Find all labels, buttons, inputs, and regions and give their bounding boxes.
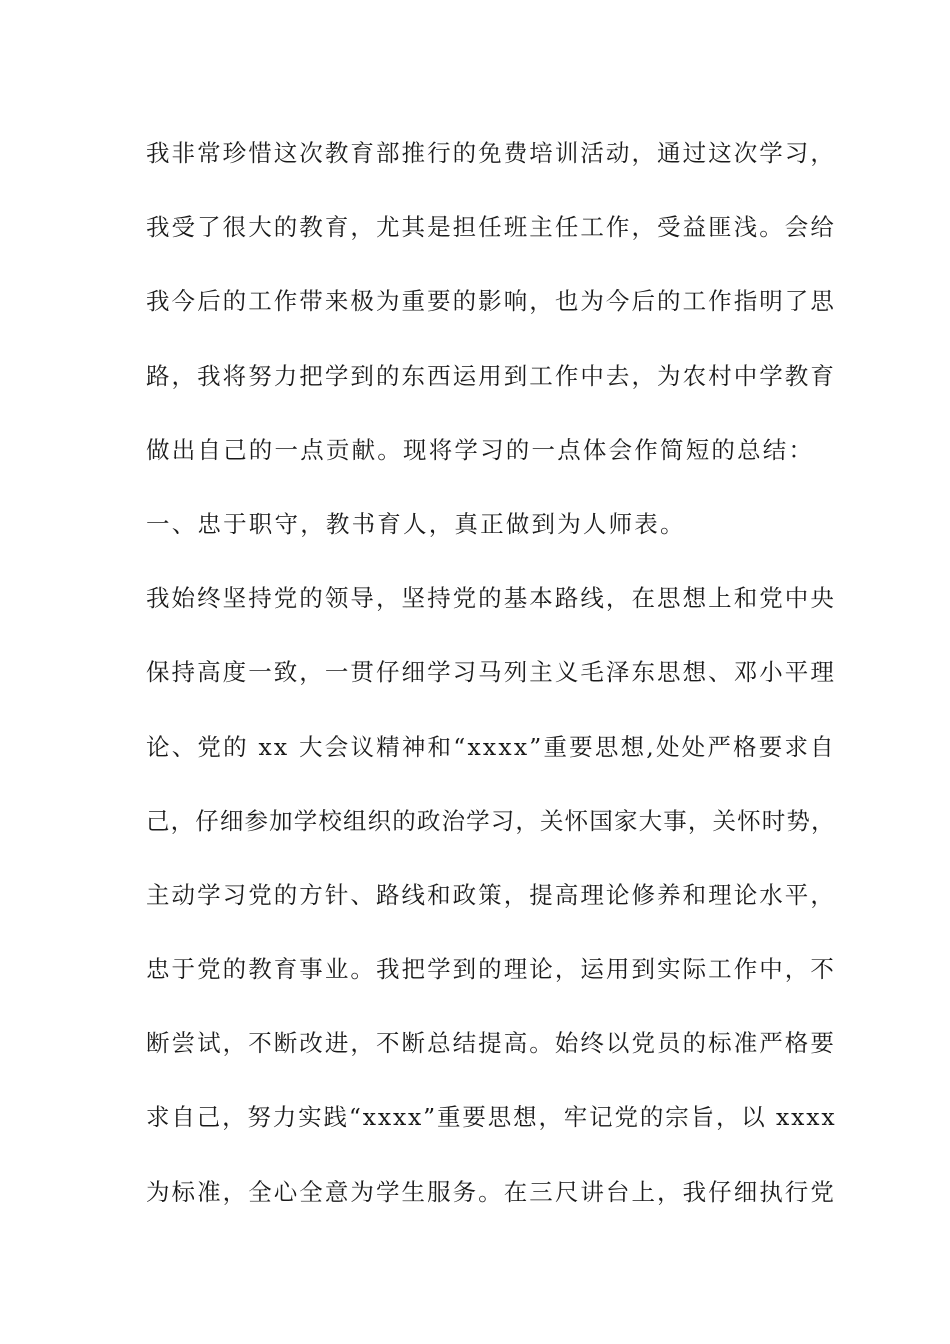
body-text <box>146 127 836 1240</box>
text-line: 我今后的工作带来极为重要的影响，也为今后的工作指明了思 <box>146 287 836 316</box>
text-line: 断尝试，不断改进，不断总结提高。始终以党员的标准严格要 <box>146 1029 836 1058</box>
text-line: 路，我将努力把学到的东西运用到工作中去，为农村中学教育 <box>146 361 836 390</box>
text-line: 主动学习党的方针、路线和政策，提高理论修养和理论水平， <box>146 880 836 909</box>
text-line: 我受了很大的教育，尤其是担任班主任工作，受益匪浅。会给 <box>146 213 836 242</box>
text-line: 忠于党的教育事业。我把学到的理论，运用到实际工作中，不 <box>146 955 836 984</box>
text-line: 己，仔细参加学校组织的政治学习，关怀国家大事，关怀时势， <box>146 806 836 835</box>
text-line: 论、党的 xx 大会议精神和“xxxx”重要思想,处处严格要求自 <box>146 732 836 761</box>
text-line: 做出自己的一点贡献。现将学习的一点体会作简短的总结： <box>146 435 815 464</box>
text-line: 保持高度一致，一贯仔细学习马列主义毛泽东思想、邓小平理 <box>146 658 836 687</box>
text-line: 为标准，全心全意为学生服务。在三尺讲台上，我仔细执行党 <box>146 1177 836 1206</box>
section-heading: 一、忠于职守，教书育人，真正做到为人师表。 <box>146 509 686 538</box>
text-line: 我始终坚持党的领导，坚持党的基本路线，在思想上和党中央 <box>146 584 836 613</box>
text-line: 求自己，努力实践“xxxx”重要思想，牢记党的宗旨，以 xxxx <box>146 1103 837 1132</box>
text-line: 我非常珍惜这次教育部推行的免费培训活动，通过这次学习， <box>146 139 836 167</box>
